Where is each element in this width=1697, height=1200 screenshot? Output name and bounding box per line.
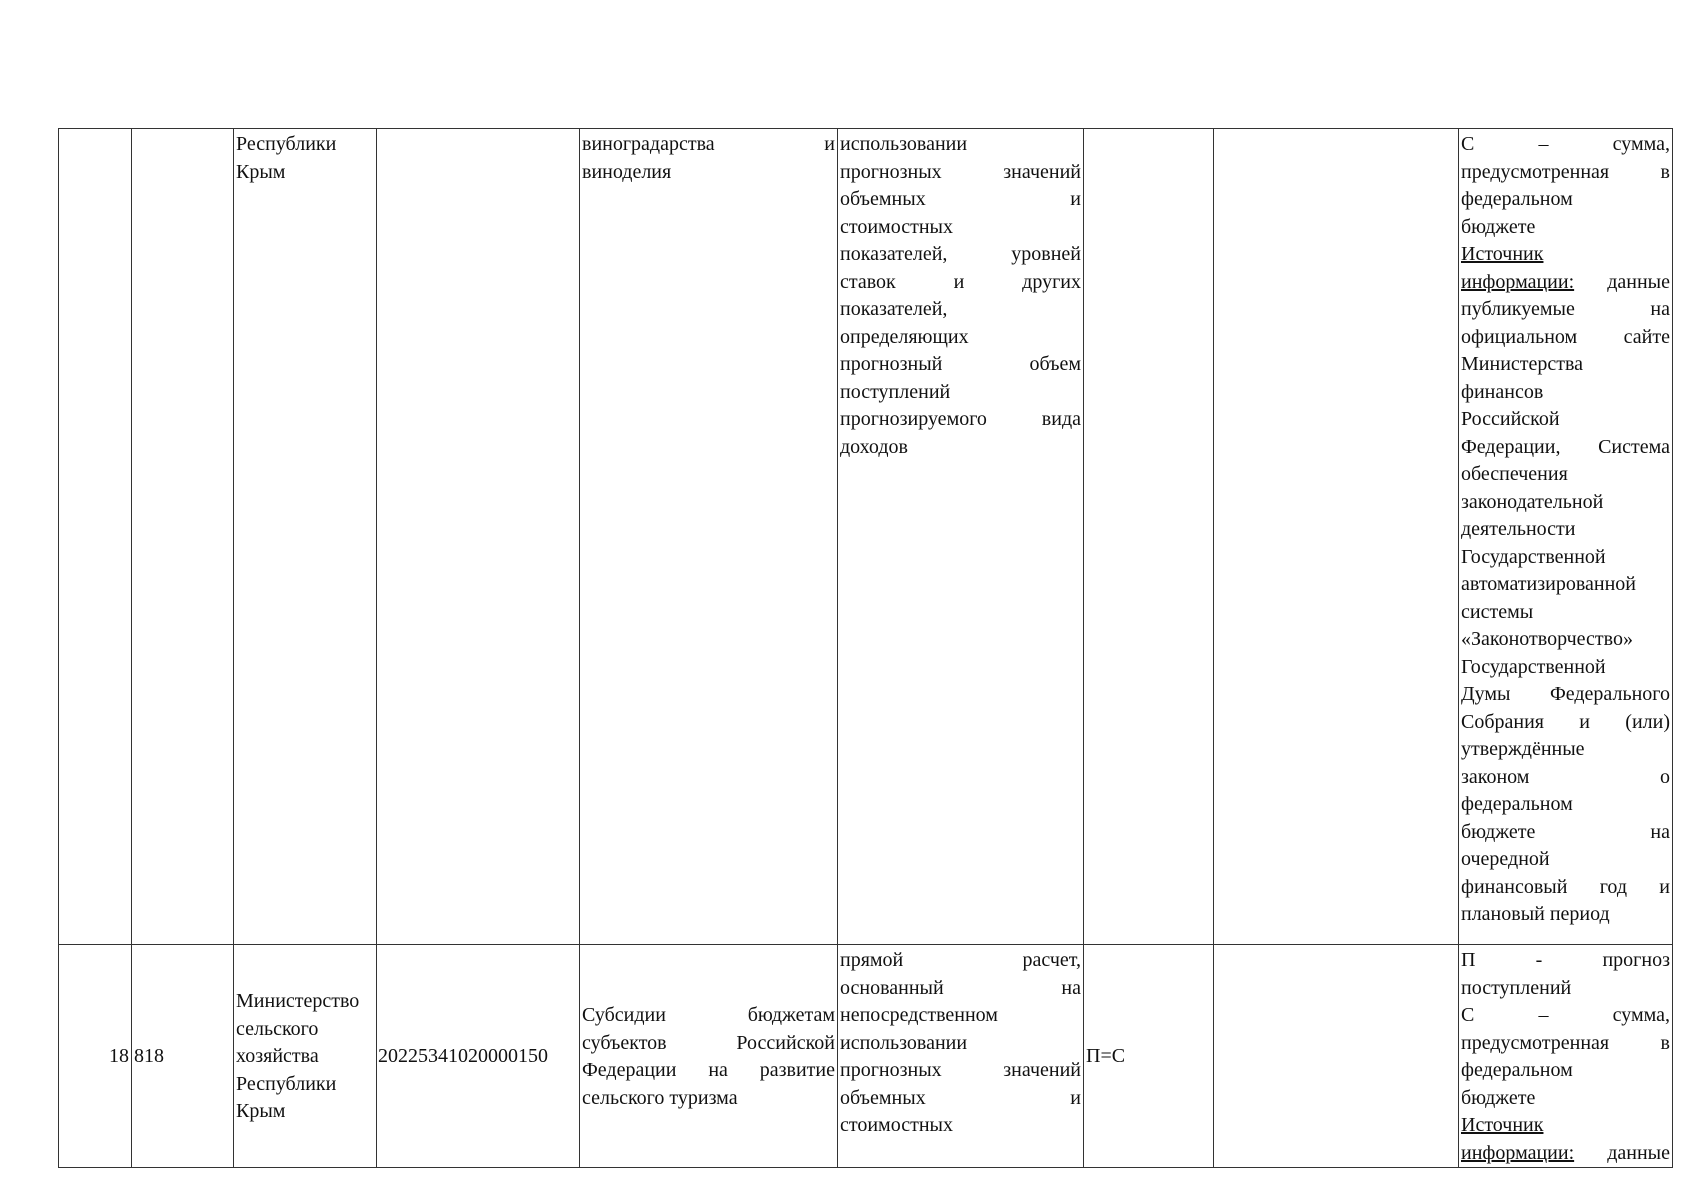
- text-line: предусмотренная в: [1461, 1031, 1670, 1054]
- text-line: предусмотренная в: [1461, 160, 1670, 183]
- text-line: публикуемые на: [1461, 298, 1670, 320]
- algorithm-cell: [1214, 129, 1459, 945]
- formula-cell: [1084, 129, 1214, 945]
- text-line: законодательной: [1461, 490, 1604, 513]
- text-line: финансовый год и: [1461, 875, 1670, 898]
- text-line: непосредственном: [840, 1004, 998, 1026]
- description-cell: [1459, 129, 1673, 945]
- text-line: поступлений: [1461, 976, 1572, 999]
- text-line: Российской: [1461, 408, 1560, 430]
- text-line: законом о: [1461, 765, 1670, 788]
- text-line: П - прогноз: [1461, 949, 1670, 971]
- text-line: объемных и: [840, 188, 1081, 210]
- text-line: Министерства: [1461, 353, 1584, 375]
- text-line: обеспечения: [1461, 463, 1568, 485]
- revenue-name-cell: [580, 945, 838, 1168]
- table-row: [59, 945, 1673, 1168]
- text-line: виноградарства и: [582, 133, 835, 155]
- row-number-cell: [59, 129, 132, 945]
- text-line: бюджете на: [1461, 820, 1670, 843]
- text-line: доходов: [840, 435, 908, 458]
- text-line: [1461, 1140, 1670, 1168]
- source-label: Источник: [1461, 1114, 1544, 1136]
- source-label: информации:: [1461, 1141, 1575, 1164]
- text-line: поступлений: [840, 380, 951, 403]
- text-line: использовании: [840, 1031, 968, 1054]
- text-line: Думы Федерального: [1461, 683, 1670, 705]
- text-line: автоматизированной: [1461, 573, 1637, 595]
- source-label: Источник: [1461, 243, 1544, 265]
- text-line: «Законотворчество»: [1461, 628, 1633, 650]
- text-line: Собрания и (или): [1461, 710, 1670, 733]
- text-line: прогнозируемого вида: [840, 408, 1081, 430]
- text-line: использовании: [840, 133, 968, 155]
- text-line: системы: [1461, 600, 1534, 623]
- admin-code-cell: [132, 129, 234, 945]
- text-fragment: данные: [1607, 270, 1670, 293]
- text-line: прогнозный объем: [840, 353, 1081, 375]
- description-cell: [1459, 945, 1673, 1168]
- administrator-cell: Республики Крым: [234, 129, 377, 945]
- formula-cell: П=С: [1084, 945, 1214, 1168]
- text-line: деятельности: [1461, 518, 1576, 540]
- text-line: федеральном: [1461, 1059, 1573, 1081]
- row-number-cell: 18: [59, 945, 132, 1168]
- revenue-forecast-table: [58, 128, 1673, 1168]
- text-line: С – сумма,: [1461, 133, 1670, 155]
- text-line: С – сумма,: [1461, 1004, 1670, 1026]
- text-line: объемных и: [840, 1086, 1081, 1109]
- calculation-method-cell: [838, 129, 1084, 945]
- text-line: стоимостных: [840, 1114, 953, 1136]
- text-line: ставок и других: [840, 270, 1081, 293]
- text-line: [1461, 269, 1670, 297]
- text-line: бюджете: [1461, 1086, 1536, 1109]
- table-row: [59, 129, 1673, 945]
- text-line: Федерации на развитие: [582, 1059, 835, 1081]
- administrator-cell: Министерство сельского хозяйства Республики Крым: [234, 945, 377, 1168]
- text-line: показателей, уровней: [840, 243, 1081, 265]
- text-line: плановый период: [1461, 903, 1610, 925]
- text-line: стоимостных: [840, 215, 953, 238]
- text-line: утверждённые: [1461, 738, 1585, 760]
- text-line: Федерации, Система: [1461, 435, 1670, 458]
- source-label: информации:: [1461, 270, 1575, 293]
- text-line: основанный на: [840, 976, 1081, 999]
- algorithm-cell: [1214, 945, 1459, 1168]
- text-line: официальном сайте: [1461, 325, 1670, 348]
- text-line: Субсидии бюджетам: [582, 1004, 835, 1026]
- text-line: виноделия: [582, 160, 672, 183]
- text-line: очередной: [1461, 848, 1550, 870]
- text-line: Государственной: [1461, 655, 1606, 678]
- text-line: показателей,: [840, 298, 948, 320]
- text-line: субъектов Российской: [582, 1031, 835, 1054]
- text-line: федеральном: [1461, 188, 1573, 210]
- text-line: прогнозных значений: [840, 160, 1081, 183]
- text-line: прогнозных значений: [840, 1059, 1081, 1081]
- text-line: Государственной: [1461, 545, 1606, 568]
- text-line: финансов: [1461, 380, 1544, 403]
- text-line: бюджете: [1461, 215, 1536, 238]
- text-line: федеральном: [1461, 793, 1573, 815]
- text-fragment: данные: [1607, 1141, 1670, 1164]
- kbk-code-cell: [377, 129, 580, 945]
- text-line: определяющих: [840, 325, 969, 348]
- admin-code-cell: 818: [132, 945, 234, 1168]
- kbk-code-cell: 20225341020000150: [377, 945, 580, 1168]
- text-line: прямой расчет,: [840, 949, 1081, 971]
- text-line: сельского туризма: [582, 1086, 738, 1109]
- revenue-name-cell: [580, 129, 838, 945]
- calculation-method-cell: [838, 945, 1084, 1168]
